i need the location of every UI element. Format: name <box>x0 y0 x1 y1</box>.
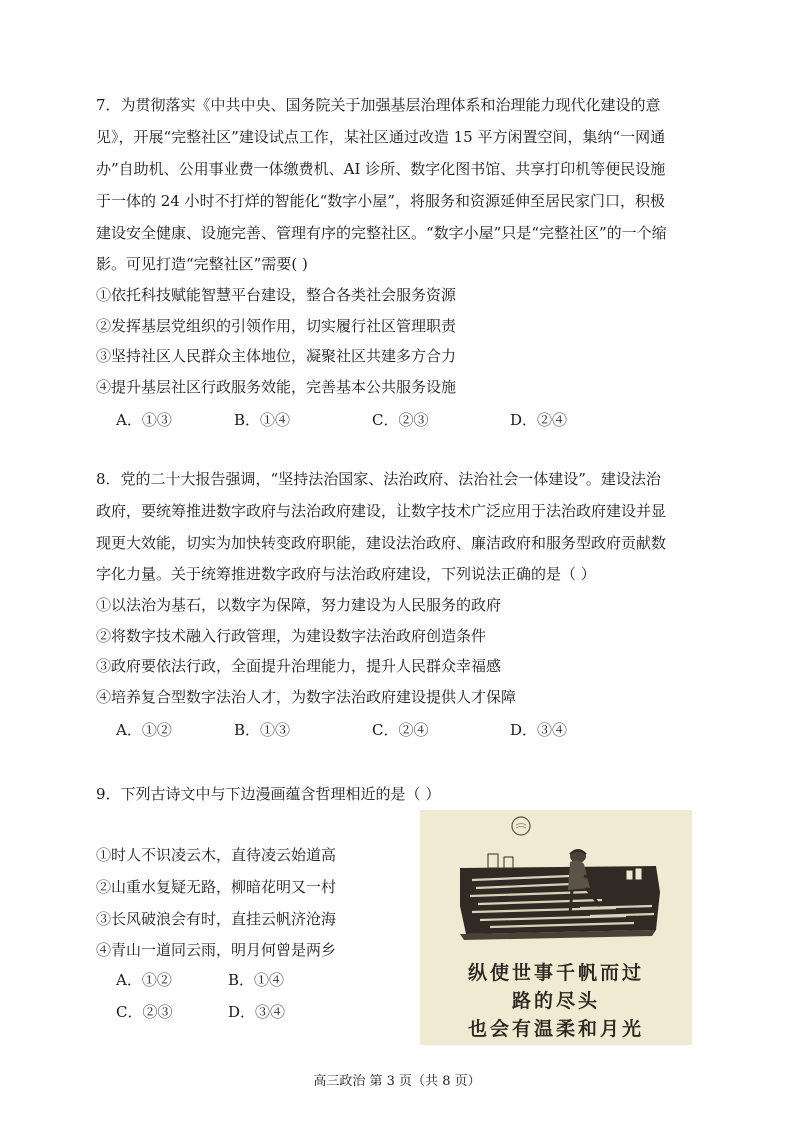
moon-icon <box>512 817 530 835</box>
q8-item-4: ④培养复合型数字法治人才，为数字法治政府建设提供人才保障 <box>96 688 517 706</box>
q7-line-5: 建设安全健康、设施完善、管理有序的完整社区。“数字小屋”只是“完整社区”的一个缩 <box>96 224 667 242</box>
q7-line-1: 7．为贯彻落实《中共中央、国务院关于加强基层治理体系和治理能力现代化建设的意 <box>96 96 661 114</box>
q8-option-d: D．③④ <box>510 721 568 739</box>
page-footer: 高三政治 第 3 页（共 8 页） <box>313 1074 481 1089</box>
q9-item-1: ①时人不识凌云木，直待凌云始道高 <box>96 846 337 864</box>
q7-item-4: ④提升基层社区行政服务效能，完善基本公共服务设施 <box>96 378 457 396</box>
q7-item-1: ①依托科技赋能智慧平台建设，整合各类社会服务资源 <box>96 286 457 304</box>
q7-line-4: 于一体的 24 小时不打烊的智能化“数字小屋”，将服务和资源延伸至居民家门口，积极 <box>96 192 665 210</box>
q7-line-2: 见》，开展“完整社区”建设试点工作，某社区通过改造 15 平方闲置空间，集纳“一网通 <box>96 128 666 146</box>
q7-option-a: A．①③ <box>116 411 172 429</box>
q7-option-d: D．②④ <box>510 411 568 429</box>
comic-caption-line-1: 纵使世事千帆而过 <box>467 962 644 984</box>
q7-line-6: 影。可见打造“完整社区”需要( ) <box>96 255 308 273</box>
q7-line-3: 办”自助机、公用事业费一体缴费机、AI 诊所、数字化图书馆、共享打印机等便民设施 <box>96 160 666 178</box>
q7-item-3: ③坚持社区人民群众主体地位，凝聚社区共建多方合力 <box>96 347 457 365</box>
q8-line-3: 现更大效能，切实为加快转变政府职能，建设法治政府、廉洁政府和服务型政府贡献数 <box>96 534 667 552</box>
q8-item-2: ②将数字技术融入行政管理，为建设数字法治政府创造条件 <box>96 627 487 645</box>
q9-option-a: A．①② <box>116 971 172 989</box>
comic-illustration <box>420 810 692 1045</box>
comic-drawing <box>420 810 692 960</box>
q9-option-c: C．②③ <box>116 1003 173 1021</box>
q9-option-b: B．①④ <box>228 971 285 989</box>
q8-item-3: ③政府要依法行政，全面提升治理能力，提升人民群众幸福感 <box>96 657 502 675</box>
left-houses <box>488 854 513 868</box>
comic-caption-line-3: 也会有温柔和月光 <box>467 1018 644 1040</box>
q8-line-2: 政府，要统筹推进数字政府与法治政府建设，让数字技术广泛应用于法治政府建设并显 <box>96 502 667 520</box>
q7-option-b: B．①④ <box>234 411 291 429</box>
q8-option-a: A．①② <box>116 721 172 739</box>
q9-item-2: ②山重水复疑无路，柳暗花明又一村 <box>96 878 337 896</box>
q7-item-2: ②发挥基层党组织的引领作用，切实履行社区管理职责 <box>96 317 457 335</box>
q8-option-c: C．②④ <box>372 721 429 739</box>
q9-item-3: ③长风破浪会有时，直挂云帆济沧海 <box>96 910 337 928</box>
q8-line-1: 8．党的二十大报告强调，“坚持法治国家、法治政府、法治社会一体建设”。建设法治 <box>96 470 661 488</box>
q9-item-4: ④青山一道同云雨，明月何曾是两乡 <box>96 941 337 959</box>
q9-option-d: D．③④ <box>228 1003 286 1021</box>
q8-option-b: B．①③ <box>234 721 291 739</box>
q8-line-4: 字化力量。关于统筹推进数字政府与法治政府建设，下列说法正确的是（ ） <box>96 565 596 583</box>
q7-option-c: C．②③ <box>372 411 429 429</box>
comic-caption-line-2: 路的尽头 <box>511 990 600 1012</box>
q8-item-1: ①以法治为基石，以数字为保障，努力建设为人民服务的政府 <box>96 596 502 614</box>
q9-stem: 9．下列古诗文中与下边漫画蕴含哲理相近的是（ ） <box>96 785 441 803</box>
